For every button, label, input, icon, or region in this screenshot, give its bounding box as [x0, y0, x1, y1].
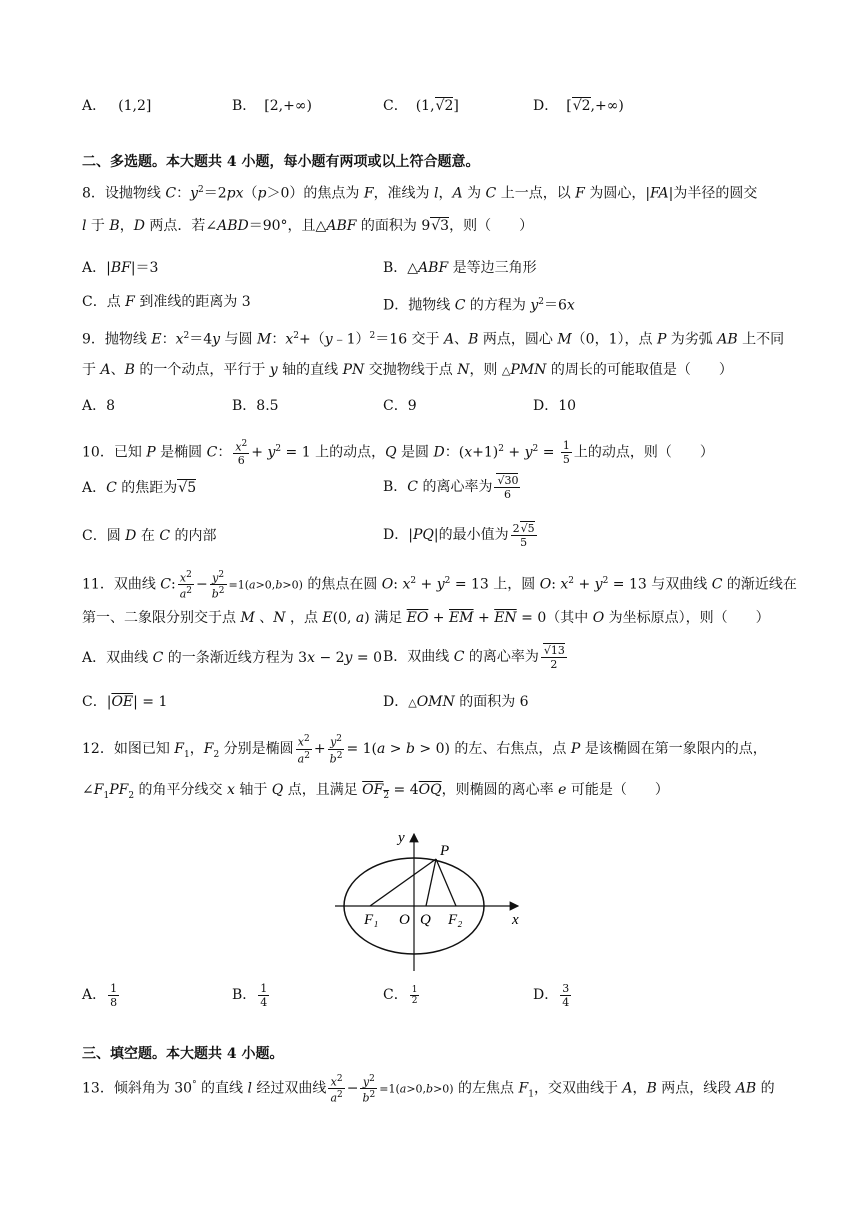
label-o: O: [399, 912, 410, 928]
q7-option-a: A． (1,2]: [82, 98, 152, 114]
q12-stem-line2: $\angle F_1PF_2$ 的角平分线交 x 轴于 Q 点，且满足 $OF_2 = 4\overline{OQ}$，则椭圆的离心率 e 可能是（ ）: [82, 782, 669, 801]
q10-option-c: C．圆 D 在 C 的内部: [82, 528, 217, 544]
section-heading-fill-in: 三、填空题。本大题共 4 小题。: [82, 1046, 284, 1062]
q7-option-c: C． (1,√2]: [383, 98, 459, 114]
ellipse-figure: [330, 826, 530, 976]
q11-stem-line1: 11．双曲线 C: $\frac{x^2}{a^2}$ − $\frac{y^2}{b^2}$ =1(a>0,b>0) 的焦点在圆 O: $x^2 + y^2 = 13$ 上，圆 O: $x^2 + y^2 = 13$ 与双曲线 C 的渐近线在: [82, 569, 797, 601]
section-heading-multiple-choice: 二、多选题。本大题共 4 小题，每小题有两项或以上符合题意。: [82, 154, 480, 170]
q8-option-d: D．抛物线 C 的方程为 $y^2=6x$: [383, 297, 575, 314]
q12-option-b: B． $\frac{1}{4}$: [232, 981, 268, 1009]
q11-option-d: D．△OMN 的面积为 6: [383, 694, 529, 710]
q9-option-d: D．10: [533, 398, 577, 414]
label-f2: F₂: [448, 912, 463, 928]
q8-stem-line1: 8．设抛物线 C：$y^2=2px(p>0)$的焦点为 F，准线为 l，A 为 C 上一点，以 F 为圆心，|FA|为半径的圆交: [82, 185, 758, 202]
label-q: Q: [420, 912, 431, 928]
q10-option-b: B．C 的离心率为 $\frac{√30}{6}$: [383, 473, 519, 501]
segment-p-q: [426, 859, 436, 906]
label-p: P: [440, 843, 450, 859]
q11-stem-line2: 第一、二象限分别交于点 M 、N ，点 E(0, a) 满足 $\overline{EO} + \overline{EM} + \overline{EN} = 0$（其中 O 为坐标原点），则（ ）: [82, 610, 770, 626]
q9-option-c: C．9: [383, 398, 417, 414]
q9-option-a: A．8: [82, 398, 116, 414]
label-y: y: [398, 830, 405, 846]
q12-option-d: D． $\frac{3}{4}$: [533, 981, 570, 1009]
q11-option-a: A．双曲线 C 的一条渐近线方程为 3x − 2y = 0: [82, 650, 383, 666]
q12-stem-line1: 12．如图已知 $F_1$，$F_2$ 分别是椭圆 $\frac{x^2}{a^2}$ + $\frac{y^2}{b^2}$ = 1(a > b > 0) 的左、右焦点，点 P 是该椭圆在第一象限内的点，: [82, 733, 767, 766]
q13-stem-line1: 13．倾斜角为 30° 的直线 l 经过双曲线 $\frac{x^2}{a^2}$ − $\frac{y^2}{b^2}$ =1(a>0,b>0) 的左焦点 $F_1$，交双曲线于 A，B 两点，线段 AB 的: [82, 1073, 775, 1105]
q10-option-d: D．|PQ|的最小值为 $\frac{2√5}{5}$: [383, 521, 535, 549]
q11-option-b: B．双曲线 C 的离心率为 $\frac{√13}{2}$: [383, 643, 565, 671]
q7-option-b: B． [2,+∞): [232, 98, 312, 114]
segment-f1-p: [370, 859, 436, 906]
q10-option-a: A．C 的焦距为√5: [82, 480, 197, 496]
label-f1: F₁: [364, 912, 379, 928]
q9-option-b: B．8.5: [232, 398, 279, 414]
label-x: x: [512, 912, 519, 928]
q12-option-a: A． $\frac{1}{8}$: [82, 981, 118, 1009]
q9-stem-line1: 9．抛物线 E：$x^2=4y$ 与圆 M：$x^2+(y﹣1)^2=16$ 交于 A、B 两点，圆心 M（0，1），点 P 为劣弧 AB 上不同: [82, 331, 785, 348]
q9-stem-line2: 于 A、B 的一个动点，平行于 y 轴的直线 PN 交抛物线于点 N，则 △PMN 的周长的可能取值是（ ）: [82, 362, 733, 378]
q12-option-c: C． $\frac{1}{2}$: [383, 984, 418, 1006]
q8-stem-line2: l 于 B，D 两点．若∠ABD＝90°，且△ABF 的面积为 9√3，则（ ）: [82, 218, 534, 234]
q8-option-c: C．点 F 到准线的距离为 3: [82, 294, 251, 310]
q10-stem: 10．已知 P 是椭圆 C： $\frac{x^2}{6}$ + $y^2 = 1$ 上的动点，Q 是圆 D：$(x+1)^2 + y^2$ = $\frac{1}{5}$ 上的动点，则（ ）: [82, 438, 714, 468]
q7-option-d: D． [√2,+∞): [533, 98, 624, 114]
q8-option-b: B．△ABF 是等边三角形: [383, 260, 537, 276]
q11-option-c: C．$|\overline{OE}| = 1$: [82, 694, 168, 710]
q8-option-a: A．|BF|＝3: [82, 260, 159, 276]
